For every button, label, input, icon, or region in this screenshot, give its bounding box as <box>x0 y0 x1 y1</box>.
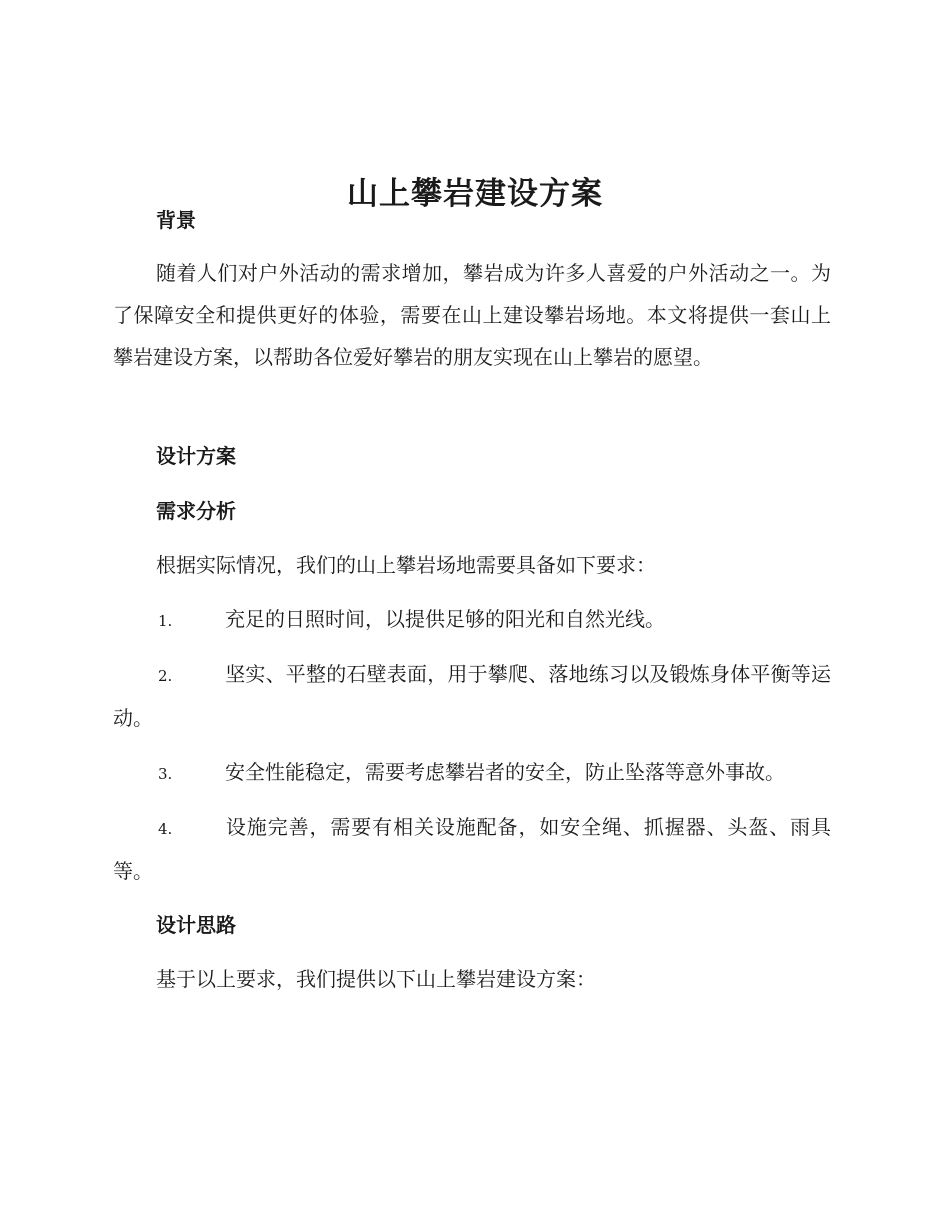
list-text: 安全性能稳定，需要考虑攀岩者的安全，防止坠落等意外事故。 <box>225 760 785 784</box>
requirement-item <box>113 751 831 795</box>
list-number: 3. <box>158 765 173 783</box>
list-number: 2. <box>158 667 173 685</box>
requirement-item <box>113 653 831 739</box>
list-text: 充足的日照时间，以提供足够的阳光和自然光线。 <box>225 607 665 631</box>
requirement-item <box>113 806 831 892</box>
section-heading-design: 设计方案 <box>156 444 236 468</box>
document-title: 山上攀岩建设方案 <box>347 175 603 212</box>
section-heading-needs: 需求分析 <box>156 499 236 523</box>
needs-intro-paragraph: 根据实际情况，我们的山上攀岩场地需要具备如下要求： <box>156 553 656 577</box>
approach-intro-paragraph: 基于以上要求，我们提供以下山上攀岩建设方案： <box>156 967 596 991</box>
section-heading-background: 背景 <box>156 208 196 232</box>
list-text: 设施完善，需要有相关设施配备，如安全绳、抓握器、头盔、雨具等。 <box>113 815 831 883</box>
list-number: 4. <box>158 820 173 838</box>
background-paragraph: 随着人们对户外活动的需求增加，攀岩成为许多人喜爱的户外活动之一。为了保障安全和提供更好的体验，需要在山上建设攀岩场地。本文将提供一套山上攀岩建设方案，以帮助各位爱好攀岩的朋友实现在山上攀岩的愿望。 <box>113 261 831 369</box>
list-number: 1. <box>158 612 173 630</box>
requirement-item <box>113 598 831 642</box>
list-text: 坚实、平整的石壁表面，用于攀爬、落地练习以及锻炼身体平衡等运动。 <box>113 662 831 730</box>
section-heading-approach: 设计思路 <box>156 913 236 937</box>
